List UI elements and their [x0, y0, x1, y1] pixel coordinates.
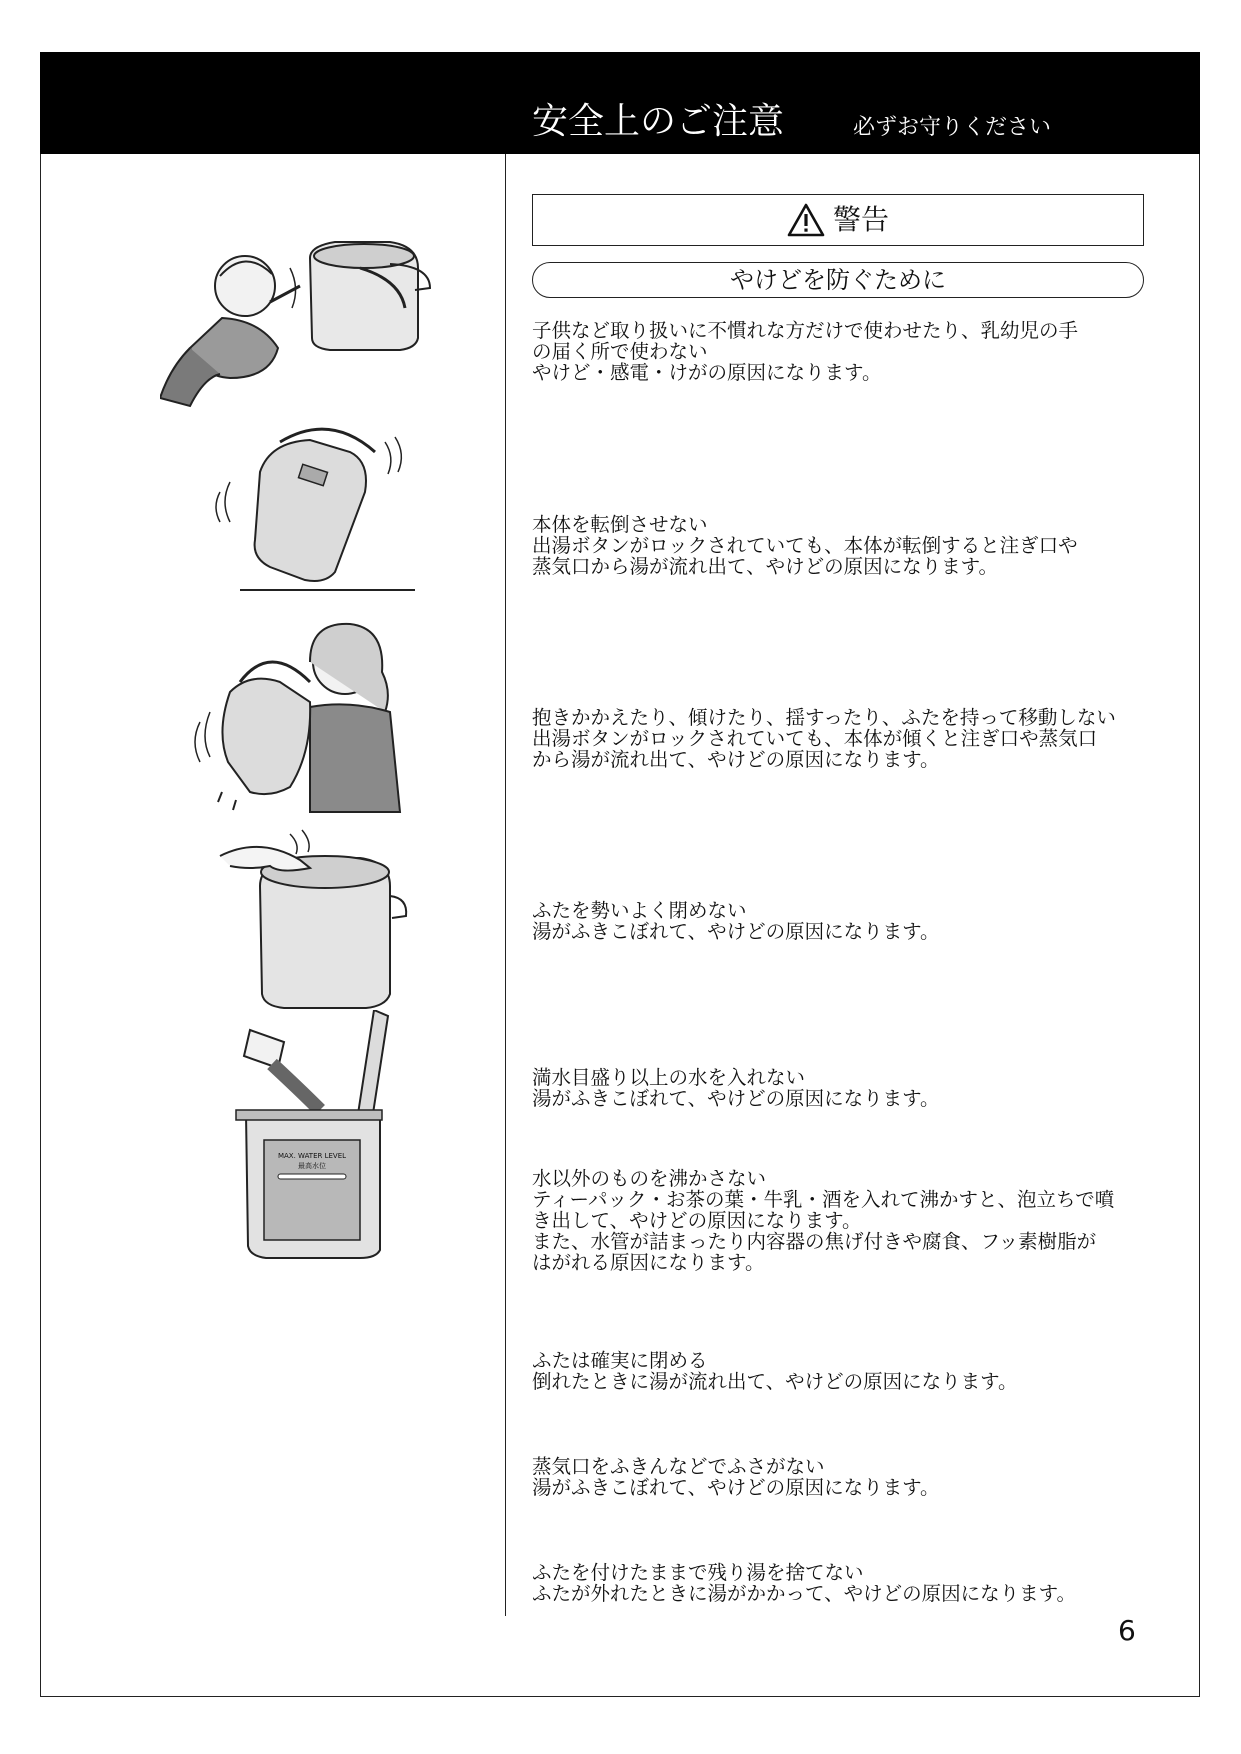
- max-water-level-label-ja: 最高水位: [298, 1162, 326, 1170]
- item-text: 出湯ボタンがロックされていても、本体が傾くと注ぎ口や蒸気口: [532, 727, 1098, 750]
- warning-label: 警告: [832, 203, 889, 236]
- item-text: また、水管が詰まったり内容器の焦げ付きや腐食、フッ素樹脂が: [532, 1230, 1097, 1253]
- item-text: 湯がふきこぼれて、やけどの原因になります。: [532, 1476, 940, 1499]
- item-text: はがれる原因になります。: [532, 1251, 765, 1274]
- warning-item-drain-with-lid: [532, 1562, 1076, 1604]
- overfilling-pot-illustration: [160, 1010, 420, 1260]
- item-heading: ふたを勢いよく閉めない: [532, 899, 747, 922]
- item-heading: 抱きかかえたり、傾けたり、揺すったり、ふたを持って移動しない: [532, 706, 1116, 729]
- item-text: の届く所で使わない: [532, 340, 708, 363]
- page-number: 6: [1118, 1614, 1136, 1647]
- warning-box: [532, 194, 1144, 246]
- item-heading: ふたを付けたままで残り湯を捨てない: [532, 1561, 864, 1584]
- item-text: 倒れたときに湯が流れ出て、やけどの原因になります。: [532, 1370, 1018, 1393]
- item-text: ティーパック・お茶の葉・牛乳・酒を入れて沸かすと、泡立ちで噴: [532, 1188, 1115, 1211]
- item-heading: 満水目盛り以上の水を入れない: [532, 1066, 806, 1089]
- item-heading: 本体を転倒させない: [532, 513, 708, 536]
- warning-triangle-icon: [787, 203, 825, 237]
- item-text: 湯がふきこぼれて、やけどの原因になります。: [532, 920, 940, 943]
- item-text: 湯がふきこぼれて、やけどの原因になります。: [532, 1087, 940, 1110]
- lid-closing-illustration: [160, 826, 420, 1016]
- child-crawling-illustration: [160, 228, 440, 428]
- section-heading-label: やけどを防ぐために: [730, 266, 946, 294]
- item-text: やけど・感電・けがの原因になります。: [532, 361, 882, 384]
- section-heading: [532, 262, 1144, 298]
- item-text: から湯が流れ出て、やけどの原因になります。: [532, 748, 940, 771]
- item-heading: ふたは確実に閉める: [532, 1349, 708, 1372]
- column-divider: [505, 154, 506, 1616]
- warning-item-close-lid: [532, 1350, 1018, 1392]
- page-subtitle: 必ずお守りください: [853, 115, 1052, 140]
- warning-item-steam-vent: [532, 1456, 940, 1498]
- item-text: ふたが外れたときに湯がかかって、やけどの原因になります。: [532, 1582, 1077, 1605]
- warning-item-other-liquids: [532, 1168, 1114, 1273]
- warning-item-overfill: [532, 1067, 940, 1109]
- page-title: 安全上のご注意: [532, 101, 785, 142]
- warning-item-lid-slam: [532, 900, 940, 942]
- item-heading: 子供など取り扱いに不慣れな方だけで使わせたり、乳幼児の手: [532, 319, 1079, 342]
- pot-tipping-illustration: [160, 422, 440, 602]
- item-text: 蒸気口から湯が流れ出て、やけどの原因になります。: [532, 555, 999, 578]
- item-heading: 蒸気口をふきんなどでふさがない: [532, 1455, 825, 1478]
- item-text: き出して、やけどの原因になります。: [532, 1209, 862, 1232]
- person-carrying-pot-illustration: [160, 612, 420, 822]
- warning-item-tip-over: [532, 514, 1078, 577]
- warning-item-carrying: [532, 707, 1116, 770]
- max-water-level-label-en: MAX. WATER LEVEL: [277, 1152, 347, 1160]
- warning-item-children: [532, 320, 1078, 383]
- item-text: 出湯ボタンがロックされていても、本体が転倒すると注ぎ口や: [532, 534, 1078, 557]
- item-heading: 水以外のものを沸かさない: [532, 1167, 767, 1190]
